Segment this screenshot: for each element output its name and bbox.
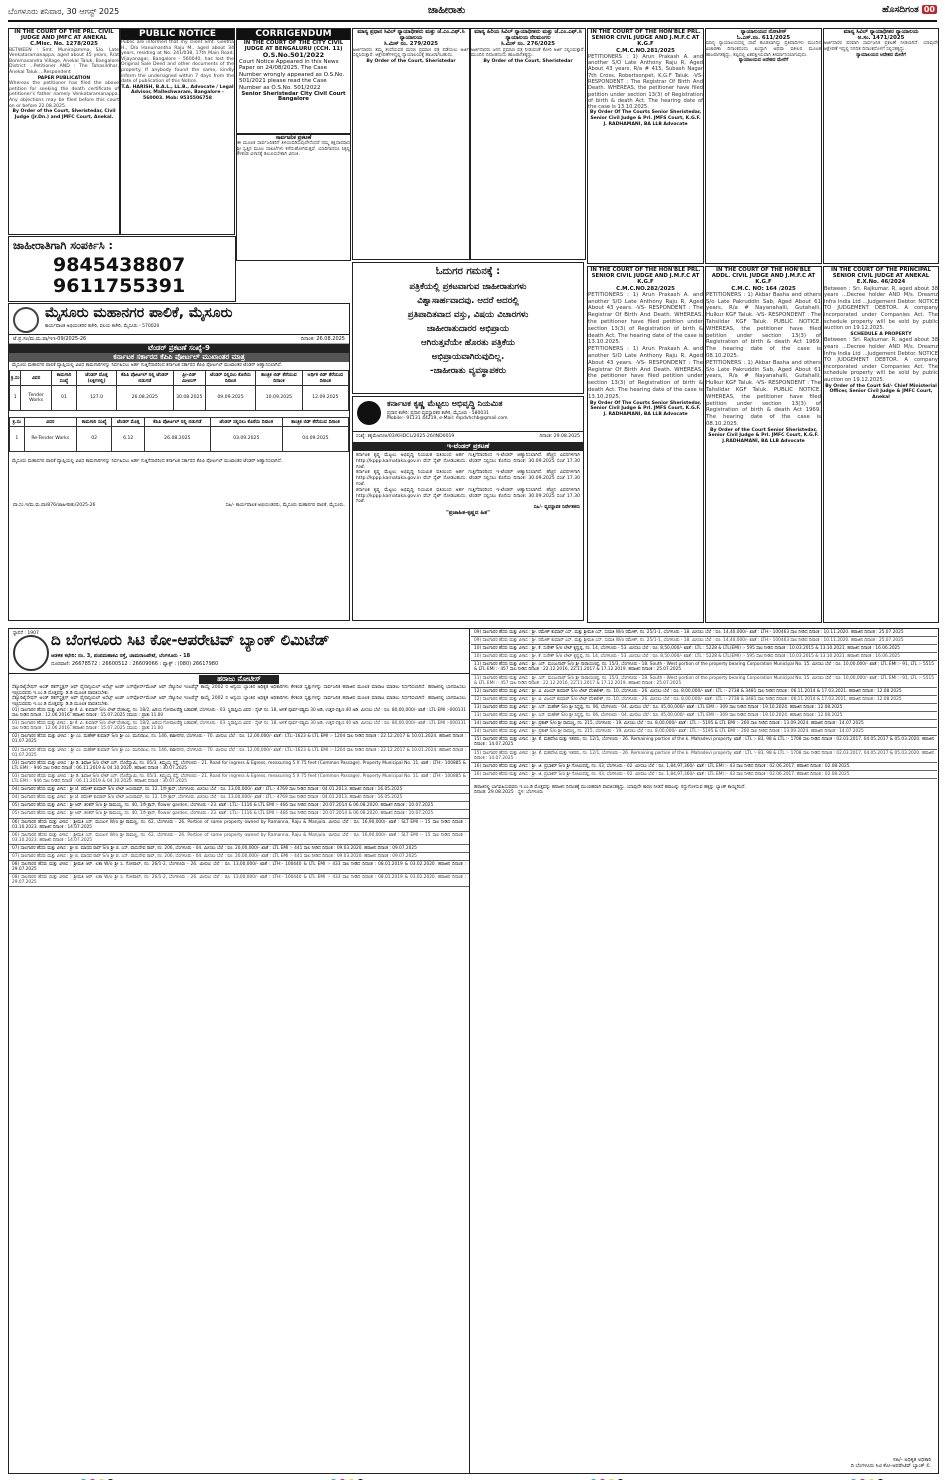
header-paper: [882, 5, 937, 15]
bank-left-column: [9, 629, 470, 1473]
auction-entry-detail: 07) ಸಾಲಗಾರರ ಹೆಸರು ಮತ್ತು ವಿಳಾಸ : ಶ್ರೀ ಬಿ. ಮಾಧವ ರಾವ್ S/o ಶ್ರೀ ಬಿ. ಎಸ್. ವಾಸುದೇವ ರಾವ್, ನಂ. 206, ಬೆಂಗಳೂರು - 04. ಮೀಸಲು ಬೆಲೆ : ರೂ. 20,00,000/- ಖಾತೆ : LTL EMI :- 441 ಸಾಲ ನೀಡಿದ ದಿನಾಂಕ : 09.03.2020. ಹರಾಜಿನ ದಿನಾಂಕ : 09.07.2025: [9, 853, 469, 861]
table-cell: 6.12: [112, 426, 145, 451]
table-header-cell: ವಿವರ: [21, 370, 51, 385]
bank-intro: ಸೆಕ್ಯೂರಿಟೈಸೇಷನ್ ಅಂಡ್ ರಿಕನ್‌ಸ್ಟ್ರಕ್ಷನ್ ಆಫ್ ಫೈನಾನ್ಸಿಯಲ್ ಅಸೆಟ್ಸ್ ಅಂಡ್ ಎನ್‌ಫೋರ್ಸ್‌ಮೆಂಟ್ ಆಫ್ ಸೆಕ್ಯೂರಿಟಿ ಇಂಟರೆಸ್ಟ್ ಕಾಯ್ದೆ 2002 ರ ಅನ್ವಯ ಬ್ಯಾಂಕಿನ ಅಧಿಕೃತ ಅಧಿಕಾರಿಗಳು ಕೆಳಕಂಡ ಸ್ವತ್ತುಗಳನ್ನು ಸಾರ್ವಜನಿಕ ಹರಾಜಿನ ಮೂಲಕ ಮಾರಾಟ ಮಾಡಲು ನಿರ್ಧರಿಸಲಾಗಿದೆ. ಹರಾಜಿನಲ್ಲಿ ಭಾಗವಹಿಸಲು ಇಚ್ಛಿಸುವವರು ಇ.ಎಂ.ಡಿ ಮೊತ್ತವನ್ನು ಡಿ.ಡಿ ಮೂಲಕ ಪಾವತಿಸಬೇಕು.: [12, 685, 466, 696]
mysuru-table-1: [9, 370, 349, 411]
ad-title: PUBLIC NOTICE: [121, 29, 234, 40]
contact-phone-1: 9845438807: [53, 254, 186, 276]
auction-entry: 13) ಸಾಲಗಾರರ ಹೆಸರು ಮತ್ತು ವಿಳಾಸ : ಶ್ರೀ. ಎಸ್. ಮಹೇಶ್ S/o ಶ್ರೀ ಸಿದ್ದಪ್ಪ, ನಂ. 06, ಬೆಂಗಳೂರು - 04. ಮೀಸಲು ಬೆಲೆ : ರೂ. 45,00,000/- ಖಾತೆ : LTL EMI :- 309 ಸಾಲ ನೀಡಿದ ದಿನಾಂಕ : 19.10.2024. ಹರಾಜಿನ ದಿನಾಂಕ : 12.08.2025: [471, 704, 937, 712]
ad-title: IN THE COURT OF THE HON'BLE PRL. SENIOR CIVIL JUDGE AND J.M.F.C AT K.G.F: [590, 267, 701, 286]
bank-emblem-icon: [13, 635, 49, 671]
header-date: ಬೆಂಗಳೂರು ಶನಿವಾರ, 30 ಆಗಸ್ಟ್ 2025: [8, 7, 120, 16]
ad-title: IN THE COURT OF THE PRINCIPAL SENIOR CIVIL JUDGE AT ANEKAL: [830, 267, 932, 280]
table-cell: 02: [76, 426, 112, 451]
auction-entry: 12) ಸಾಲಗಾರರ ಹೆಸರು ಮತ್ತು ವಿಳಾಸ : ಶ್ರೀ. ವಿ. ವಿಜಯ್ ಕುಮಾರ್ S/o ಲೇಟ್ ವೆಂಕಟೇಶ್, ನಂ. 10, ಬೆಂಗಳೂರು - 26. ಮೀಸಲು ಬೆಲೆ : ರೂ. 8,00,000/- ಖಾತೆ : LTL :- 2738 & 3481 ಸಾಲ ನೀಡಿದ ದಿನಾಂಕ : 06.11.2014 & 17.03.2021. ಹರಾಜಿನ ದಿನಾಂಕ : 12.08.2025: [471, 688, 937, 696]
table-header-cell: ಟೆಂಡರ್ ಸಲ್ಲಿಸಲು ಕೊನೆಯ ದಿನಾಂಕ: [210, 417, 282, 426]
kgf-court-notice-164: [705, 266, 822, 623]
table-cell: 12.09.2025: [302, 385, 348, 410]
bank-phone: ದೂರವಾಣಿ: 26678572 : 26600512 : 26609066 : ಫ್ಯಾಕ್ಸ್ : (080) 26617980: [51, 661, 219, 667]
krishna-sign: ಸಹಿ/- ವ್ಯವಸ್ಥಾಪಕ ನಿರ್ದೇಶಕರು: [533, 505, 580, 511]
table-cell: 30.08.2025: [173, 385, 205, 410]
auction-entry-detail: 15) ಸಾಲಗಾರರ ಹೆಸರು ಮತ್ತು ವಿಳಾಸ : ಶ್ರೀ. ಕೆ. ಮಹದೇವಿ ಮತ್ತು ಇತರರು, ನಂ. 12/1, ಬೆಂಗಳೂರು - 26. Remaining portion of the k. Mahadevi property. ಖಾತೆ : LTL :- 83, 98 & LTL :- 1708 ಸಾಲ ನೀಡಿದ ದಿನಾಂಕ : 02.03.2017, 04.05.2017 & 05.03.2020. ಹರಾಜಿನ ದಿನಾಂಕ : 14.07.2025: [471, 750, 937, 763]
table-cell: Tender Works: [21, 385, 51, 410]
ad-title: ಮಾನ್ಯ ಪ್ರಧಾನ ಸಿವಿಲ್ ನ್ಯಾಯಾಧೀಶರು ಮತ್ತು ಜೆ.ಎಂ.ಎಫ್.ಸಿ ನ್ಯಾಯಾಲಯ: [357, 29, 465, 42]
bank-sign: ಸಹಿ/- ಅಧಿಕೃತ ಅಧಿಕಾರಿ: [893, 1457, 931, 1463]
readers-line: ವಿಶ್ವಾಸಾರ್ಹವಾದವು. ಆದರೆ ಅದರಲ್ಲಿ: [417, 296, 519, 306]
ad-title: IN THE COURT OF THE HON'BLE ADDL. CIVIL JUDGE AND J.M.F.C AT K.G.F: [711, 267, 816, 286]
auction-entry: 06) ಸಾಲಗಾರರ ಹೆಸರು ಮತ್ತು ವಿಳಾಸ : ಶ್ರೀಮತಿ ಎಸ್. ಮಂಜುಳ W/o ಶ್ರೀ ರಾಮಣ್ಣ, ನಂ. 62, ಬೆಂಗಳೂರು - 26. Portion of same property owned by Ramanna, Raju & Manjula. ಮೀಸಲು ಬೆಲೆ : ರೂ. 16,90,000/- ಖಾತೆ : SLT EMI :- 15 ಸಾಲ ನೀಡಿದ ದಿನಾಂಕ : 03.10.2023. ಹರಾಜಿನ ದಿನಾಂಕ : 14.07.2025: [9, 819, 469, 832]
mysuru-foot-left: ವಾ.ಸಂ.ಇ/ಮ.ಮ.ಪಾ/876/ಜಾಹೀರಾತು/2025-26: [13, 502, 96, 508]
ad-text: ಈ ಮೂಲಕ ಸಾರ್ವಜನಿಕರಿಗೆ ತಿಳಿಯಪಡಿಸುವುದೇನೆಂದರೆ ನಮ್ಮ ಕಕ್ಷಿದಾರರಾದ ಶ್ರೀ ಸ್ವತ್ತಿನ ಮೂಲ ದಾಖಲೆಗಳು ಕಳೆದುಹೋಗಿರುತ್ತವೆ. ಯಾರಿಗಾದರೂ ಸಿಕ್ಕಲ್ಲಿ ಕೆಳಕಂಡ ವಿಳಾಸಕ್ಕೆ ತಲುಪಿಸಬೇಕಾಗಿ ವಿನಂತಿ.: [237, 141, 350, 158]
ad-title: ಸಾರ್ವಜನಿಕ ಪ್ರಕಟಣೆ: [275, 135, 312, 141]
auction-entry-detail: 11) ಸಾಲಗಾರರ ಹೆಸರು ಮತ್ತು ವಿಳಾಸ : ಶ್ರೀ. ಎನ್. ಮಂಜುನಾಥ್ S/o ಶ್ರೀ ನಾರಾಯಣಪ್ಪ, ನಂ. 15/3, ಬೆಂಗಳೂರು - 18. South - West portion of the property bearing Corporation Municipal No. 15. ಮೀಸಲು ಬೆಲೆ : ರೂ. 10,00,000/- ಖಾತೆ : LTL EMI :- 91, LTL :- 5515 & LTL EMI :- 457 ಸಾಲ ನೀಡಿದ ದಿನಾಂಕ : 22.12.2016, 22.11.2017 & 17.12.2019. ಹರಾಜಿನ ದಿನಾಂಕ : 25.07.2025: [471, 675, 937, 688]
kannada-os-notice: [705, 28, 822, 264]
auction-entry: 05) ಸಾಲಗಾರರ ಹೆಸರು ಮತ್ತು ವಿಳಾಸ : ಶ್ರೀ ಆರ್. ಶಂಕರ್ S/o ಶ್ರೀ ರಾಮಯ್ಯ, ನಂ. 40, 1ನೇ ಕ್ರಾಸ್, flower garden, ಬೆಂಗಳೂರು - 23. ಖಾತೆ : LTL:- 1116 & LTL EMI :- 466 ಸಾಲ ನೀಡಿದ ದಿನಾಂಕ : 20.07.2014 & 06.08.2020. ಹರಾಜಿನ ದಿನಾಂಕ : 10.07.2025: [9, 802, 469, 810]
kannada-public-notice: [236, 134, 351, 261]
table-cell: 09.09.2025: [205, 385, 255, 410]
table-header-cell: ತಾಂತ್ರಿಕ ಬಿಡ್ ತೆರೆಯುವ ದಿನಾಂಕ: [256, 370, 303, 385]
auction-entry: 07) ಸಾಲಗಾರರ ಹೆಸರು ಮತ್ತು ವಿಳಾಸ : ಶ್ರೀ ಬಿ. ಮಾಧವ ರಾವ್ S/o ಶ್ರೀ ಬಿ. ಎಸ್. ವಾಸುದೇವ ರಾವ್, ನಂ. 206, ಬೆಂಗಳೂರು - 04. ಮೀಸಲು ಬೆಲೆ : ರೂ. 20,00,000/- ಖಾತೆ : LTL EMI :- 441 ಸಾಲ ನೀಡಿದ ದಿನಾಂಕ : 09.03.2020. ಹರಾಜಿನ ದಿನಾಂಕ : 09.07.2025: [9, 845, 469, 853]
header-section: ಜಾಹೀರಾತು: [428, 5, 466, 16]
readers-head: ಓದುಗರ ಗಮನಕ್ಕೆ :: [435, 266, 501, 277]
kannada-civil-notice: [823, 28, 939, 264]
print-registration-marks: [330, 1471, 370, 1479]
ad-sign: T.A. HARISH, B.A.L., LL.B., Advocate / Legal Advisor, Malleshwaram, Bangalore - 560003. Mob: 9535506758: [121, 84, 234, 101]
mysuru-foot-right: ಸಹಿ/- ಕಾರ್ಯಪಾಲಕ ಅಭಿಯಂತರರು, ಮೈಸೂರು ಮಹಾನಗರ ಪಾಲಿಕೆ, ಮೈಸೂರು.: [225, 502, 345, 508]
ad-text: ಅರ್ಜಿದಾರರ ಪರವಾಗಿ ಸಾರ್ವಜನಿಕ ಪ್ರಕಟಣೆ ನೀಡಲಾಗಿದೆ. ಯಾವುದೇ ಆಕ್ಷೇಪಣೆ ಇದ್ದಲ್ಲಿ ನಿಗದಿತ ದಿನಾಂಕದೊಳಗೆ ಸಲ್ಲಿಸತಕ್ಕದ್ದು.: [824, 41, 938, 52]
ad-text-2: PETITIONERS : 1) Arun Prakash A. and another S/O Late Anthony Raju R, Aged About 43 years. -VS- RESPONDENT : The Registrar Of Birth And Death. WHEREAS, the petitioner have filed petition under section 13(3) of Registration of birth & death Act. The hearing date of the case is 13.10.2025.: [588, 346, 703, 400]
kannada-court-notice-1: [352, 28, 470, 260]
table-cell: 1: [10, 426, 25, 451]
table-row: [10, 385, 349, 410]
table-cell: 1: [10, 385, 21, 410]
table-cell: 01: [51, 385, 76, 410]
table-cell: 03.09.2025: [210, 426, 282, 451]
krishna-para: ಕರ್ನಾಟಕ ಕೃಷ್ಣ ಮೆಟ್ಟಲು ಅಭಿವೃದ್ಧಿ ನಿಯಮಿತ ವತಿಯಿಂದ ಅರ್ಹ ಗುತ್ತಿಗೆದಾರರಿಂದ ಇ-ಟೆಂಡರ್ ಆಹ್ವಾನಿಸಲಾಗಿದೆ. ಹೆಚ್ಚಿನ ವಿವರಗಳಿಗಾಗಿ http://kppp.karnataka.gov.in ವೆಬ್ ಸೈಟ್ ನೋಡಬಹುದು. ಟೆಂಡರ್ ಸಲ್ಲಿಸಲು ಕೊನೆಯ ದಿನಾಂಕ: 30.09.2025 ಸಂಜೆ 17.30 ಗಂಟೆ.: [356, 453, 580, 470]
ad-text: PETITIONERS : 1) Akbar Basha and others S/o Late Pakruddin Sab, Aged About 61 years, R/a # Nayanahalli, Gutahalli, Hulkur KGF Taluk. -VS- RESPONDENT : The Tahsildar KGF Taluk. PUBLIC NOTICE. WHEREAS, the petitioner have filed petition under section 13(3) of Registration of birth & death Act 1969. The hearing date of the case is 08.10.2025.: [706, 291, 821, 359]
ad-case: ಸಿ.ಮಿಸ್ ನಂ. 279/2025: [383, 41, 439, 48]
ad-sign: By Order Of The Courts Senior Sheristedar, Senior Civil Judge & Prl. JMFS Court, K.G.F. J. RADHAMANI, BA LLB Advocate: [589, 110, 702, 127]
ad-sub: SCHEDULE A PROPERTY: [850, 331, 912, 337]
ad-sub: IN THE COURT OF THE CITY CIVIL JUDGE AT BENGALURU (CCH. 11): [243, 40, 344, 53]
auction-entry: 14) ಸಾಲಗಾರರ ಹೆಸರು ಮತ್ತು ವಿಳಾಸ : ಶ್ರೀ. ಪ್ರಕಾಶ್ S/o ಶ್ರೀ ರಾಮಣ್ಣ, ನಂ. 215, ಬೆಂಗಳೂರು - 19. ಮೀಸಲು ಬೆಲೆ : ರೂ. 8,00,000/- ಖಾತೆ : LTL :- 5195 & LTL EMI :- 260 ಸಾಲ ನೀಡಿದ ದಿನಾಂಕ : 13.09.2024. ಹರಾಜಿನ ದಿನಾಂಕ : 14.07.2025: [471, 720, 937, 728]
table-header-cell: ಕಾಮಗಾರಿ ಸಂಖ್ಯೆ: [51, 370, 76, 385]
mysuru-para: ಮೈಸೂರು ಮಹಾನಗರ ಪಾಲಿಕೆ ವ್ಯಾಪ್ತಿಯಲ್ಲಿ ವಿವಿಧ ಕಾಮಗಾರಿಗಳನ್ನು ನಿರ್ವಹಿಸಲು ಅರ್ಹ ಗುತ್ತಿಗೆದಾರರಿಂದ ಕರ್ನಾಟಕ ಸರ್ಕಾರದ ಕೆಪಿಪಿ ಪೋರ್ಟಲ್ ಮುಖಾಂತರ ಟೆಂಡರ್ ಆಹ್ವಾನಿಸಲಾಗಿದೆ.: [12, 363, 283, 368]
ad-sign: By Order of the Court, Sheristedar, Civil Judge (Jr.Dn.) and JMFC Court, Anekal.: [12, 109, 116, 120]
ad-title: ಮಾನ್ಯ ಹಿರಿಯ ಸಿವಿಲ್ ನ್ಯಾಯಾಧೀಶರು ಮತ್ತು ಜೆ.ಎಂ.ಎಫ್.ಸಿ ನ್ಯಾಯಾಲಯ ನೆಲಮಂಗಲ: [474, 29, 582, 42]
contact-phone-2: 9611755391: [53, 275, 186, 297]
auction-entry-detail: 12) ಸಾಲಗಾರರ ಹೆಸರು ಮತ್ತು ವಿಳಾಸ : ಶ್ರೀ. ವಿ. ವಿಜಯ್ ಕುಮಾರ್ S/o ಲೇಟ್ ವೆಂಕಟೇಶ್, ನಂ. 10, ಬೆಂಗಳೂರು - 26. ಮೀಸಲು ಬೆಲೆ : ರೂ. 8,00,000/- ಖಾತೆ : LTL :- 2738 & 3481 ಸಾಲ ನೀಡಿದ ದಿನಾಂಕ : 06.11.2014 & 17.03.2021. ಹರಾಜಿನ ದಿನಾಂಕ : 12.08.2025: [471, 696, 937, 704]
mysuru-tender-notice: [8, 303, 350, 621]
auction-entry: 03) ಸಾಲಗಾರರ ಹೆಸರು ಮತ್ತು ವಿಳಾಸ : ಶ್ರೀ ಡಿ. ಶಿವಾಜಿ S/o ಲೇಟ್ ಎನ್. ದೊರೆಸ್ವಾಮಿ, ನಂ. 05/3, ತಿಮ್ಮಯ್ಯ ರಸ್ತೆ, ಬೆಂಗಳೂರು - 21. Road for ingress & Egress, measuring 5 X 75 feet (Common Passage). Property Municipal No. 11. ಖಾತೆ : LTH:- 100885 & LTL EMI :- 946 ಸಾಲ ನೀಡಿದ ದಿನಾಂಕ : 06.11.2019 & 04.10.2020. ಹರಾಜಿನ ದಿನಾಂಕ : 30.07.2025: [9, 760, 469, 773]
ad-case: C.M.C. NO: 164 /2025: [731, 285, 796, 292]
print-registration-marks: [80, 1471, 120, 1479]
readers-line: ಪ್ರತಿಪಾದಿತವಾದ ವಸ್ತು, ವಿಷಯ ವಿಚಾರಗಳು: [407, 310, 529, 320]
anekal-execution-notice: [823, 266, 939, 623]
ad-text: Court Notice Appeared in this News Paper on 24/08/2025. The Case Number wrongly appeared as O.S.No. 501/2021 please read the Case Number as O.S.No. 501/2022: [239, 58, 345, 91]
table-header-cell: ಕೆಪಿಪಿ ಪೋರ್ಟಲ್ ನಲ್ಲಿ ಬಿಡುಗಡೆ: [145, 417, 211, 426]
bank-address: ಆಡಳಿತ ಕಛೇರಿ: ನಂ. 3, ಪಂಪಮಹಾಕವಿ ರಸ್ತೆ, ಚಾಮರಾಜಪೇಟೆ, ಬೆಂಗಳೂರು - 18: [51, 653, 191, 659]
print-registration-marks: [590, 1471, 630, 1479]
ad-text-2: PETITIONERS : 1) Akbar Basha and others S/o Late Pakruddin Sab, Aged About 61 years, R/a # Nayanahalli, Gutahalli, Hulkur KGF Taluk. -VS- RESPONDENT : The Tahsildar KGF Taluk. PUBLIC NOTICE. WHEREAS, the petitioner have filed petition under section 13(3) of Registration of birth & death Act 1969. The hearing date of the case is 08.10.2025.: [706, 359, 821, 427]
ad-text-2: Between : Sri. Rajkumar. R, aged about 38 years ...Decree holder AND M/s. Dreamz Infra India Ltd ...Judgement Debtor. NOTICE TO JUDGEMENT DEBTOR. A company incorporated under Companies Act. The schedule property will be sold by public auction on 19.12.2025.: [824, 337, 938, 383]
ad-case: ಅ.ಸಂ. 1471/2025: [857, 35, 905, 42]
page-header: [8, 4, 937, 22]
auction-entry: 09) ಸಾಲಗಾರರ ಹೆಸರು ಮತ್ತು ವಿಳಾಸ : ಶ್ರೀ. ರಮೇಶ್ ಕುಮಾರ್ ಎಸ್. ಮತ್ತು ಶ್ರೀಮತಿ ಎಸ್. ಸುಮತಿ W/o ರಮೇಶ್, ನಂ. 25/1-1, ಬೆಂಗಳೂರು - 18. ಮೀಸಲು ಬೆಲೆ : ರೂ. 14,40,000/- ಖಾತೆ : LTH:- 100463 ಸಾಲ ನೀಡಿದ ದಿನಾಂಕ : 10.11.2020. ಹರಾಜಿನ ದಿನಾಂಕ : 25.07.2025: [471, 629, 937, 637]
auction-entry-detail: 13) ಸಾಲಗಾರರ ಹೆಸರು ಮತ್ತು ವಿಳಾಸ : ಶ್ರೀ. ಎಸ್. ಮಹೇಶ್ S/o ಶ್ರೀ ಸಿದ್ದಪ್ಪ, ನಂ. 06, ಬೆಂಗಳೂರು - 04. ಮೀಸಲು ಬೆಲೆ : ರೂ. 45,00,000/- ಖಾತೆ : LTL EMI :- 309 ಸಾಲ ನೀಡಿದ ದಿನಾಂಕ : 19.10.2024. ಹರಾಜಿನ ದಿನಾಂಕ : 12.08.2025: [471, 712, 937, 720]
auction-entry-detail: 14) ಸಾಲಗಾರರ ಹೆಸರು ಮತ್ತು ವಿಳಾಸ : ಶ್ರೀ. ಪ್ರಕಾಶ್ S/o ಶ್ರೀ ರಾಮಣ್ಣ, ನಂ. 215, ಬೆಂಗಳೂರು - 19. ಮೀಸಲು ಬೆಲೆ : ರೂ. 8,00,000/- ಖಾತೆ : LTL :- 5195 & LTL EMI :- 260 ಸಾಲ ನೀಡಿದ ದಿನಾಂಕ : 13.09.2024. ಹರಾಜಿನ ದಿನಾಂಕ : 14.07.2025: [471, 728, 937, 736]
krishna-para-3: ಕರ್ನಾಟಕ ಕೃಷ್ಣ ಮೆಟ್ಟಲು ಅಭಿವೃದ್ಧಿ ನಿಯಮಿತ ವತಿಯಿಂದ ಅರ್ಹ ಗುತ್ತಿಗೆದಾರರಿಂದ ಇ-ಟೆಂಡರ್ ಆಹ್ವಾನಿಸಲಾಗಿದೆ. ಹೆಚ್ಚಿನ ವಿವರಗಳಿಗಾಗಿ http://kppp.karnataka.gov.in ವೆಬ್ ಸೈಟ್ ನೋಡಬಹುದು. ಟೆಂಡರ್ ಸಲ್ಲಿಸಲು ಕೊನೆಯ ದಿನಾಂಕ: 30.09.2025 ಸಂಜೆ 17.30 ಗಂಟೆ.: [356, 487, 580, 505]
ad-text: ಅರ್ಜಿದಾರರು ಜನನ ಪ್ರಮಾಣ ಪತ್ರ ನೀಡುವಂತೆ ಕೋರಿ ಅರ್ಜಿ ಸಲ್ಲಿಸಿರುತ್ತಾರೆ. ಮುಂದಿನ ದಿನಾಂಕದಂದು ಹಾಜರಾಗತಕ್ಕದ್ದು.: [471, 47, 585, 59]
ad-title: IN THE COURT OF THE HON'BLE PRL. SENIOR CIVIL JUDGE AND J.M.F.C AT K.G.F: [590, 29, 701, 48]
ad-sign: By Order of the Court Senior Sheristedar, Senior Civil Judge & Prl. JMFC Court, K.G.F. J.RADHAMANI, BA LLB Advocate: [708, 427, 819, 444]
bank-band: ಹರಾಜು ನೋಟೀಸ್: [199, 675, 279, 684]
table-header-cell: ಕಾಮಗಾರಿ ಸಂಖ್ಯೆ: [76, 417, 112, 426]
contact-title: ಜಾಹೀರಾತಿಗಾಗಿ ಸಂಪರ್ಕಿಸಿ :: [13, 239, 113, 252]
table-header-cell: ಟೆಂಡರ್ ಸಲ್ಲಿಸಲು ಕೊನೆಯ ದಿನಾಂಕ: [205, 370, 255, 385]
table-cell: Re-Tender Works: [24, 426, 76, 451]
auction-entry-detail: 01) ಸಾಲಗಾರರ ಹೆಸರು ಮತ್ತು ವಿಳಾಸ : ಶ್ರೀ ಕೆ. ವಿ. ಕುಮಾರ್ S/o ಲೇಟ್ ವೆಂಕಟಪ್ಪ, ನಂ. 18/2, ಹಿರಿಯ ಗೋಪಾಲರೆಡ್ಡಿ ಬಡಾವಣೆ, ಬೆಂಗಳೂರು - 03. ಸ್ಥಿರಾಸ್ತಿಯ ವಿವರ : ಸೈಟ್ ನಂ. 18, ಅಳತೆ ಪೂರ್ವ-ಪಶ್ಚಿಮ 30 ಅಡಿ, ಉತ್ತರ-ದಕ್ಷಿಣ 40 ಅಡಿ. ಮೀಸಲು ಬೆಲೆ : ರೂ. 80,00,000/- ಖಾತೆ : LTL EMI :-000131 ಸಾಲ ನೀಡಿದ ದಿನಾಂಕ : 12.06.2016. ಹರಾಜಿನ ದಿನಾಂಕ : 15.07.2025 ಸಮಯ : ಪ್ರಾತಃ 11.00: [9, 720, 469, 733]
auction-entry: 10) ಸಾಲಗಾರರ ಹೆಸರು ಮತ್ತು ವಿಳಾಸ : ಶ್ರೀ. ಕೆ. ಸುರೇಶ್ S/o ಲೇಟ್ ಕೃಷ್ಣಪ್ಪ, ನಂ. 14, ಬೆಂಗಳೂರು - 53. ಮೀಸಲು ಬೆಲೆ : ರೂ. 8,50,000/- ಖಾತೆ : LTL : 5228 & LTL(EMI) :- 595 ಸಾಲ ನೀಡಿದ ದಿನಾಂಕ : 10.03.2015 & 13.10.2021. ಹರಾಜಿನ ದಿನಾಂಕ : 16.06.2025: [471, 645, 937, 653]
auction-entry: 01) ಸಾಲಗಾರರ ಹೆಸರು ಮತ್ತು ವಿಳಾಸ : ಶ್ರೀ ಕೆ. ವಿ. ಕುಮಾರ್ S/o ಲೇಟ್ ವೆಂಕಟಪ್ಪ, ನಂ. 18/2, ಹಿರಿಯ ಗೋಪಾಲರೆಡ್ಡಿ ಬಡಾವಣೆ, ಬೆಂಗಳೂರು - 03. ಸ್ಥಿರಾಸ್ತಿಯ ವಿವರ : ಸೈಟ್ ನಂ. 18, ಅಳತೆ ಪೂರ್ವ-ಪಶ್ಚಿಮ 30 ಅಡಿ, ಉತ್ತರ-ದಕ್ಷಿಣ 40 ಅಡಿ. ಮೀಸಲು ಬೆಲೆ : ರೂ. 80,00,000/- ಖಾತೆ : LTL EMI :-000131 ಸಾಲ ನೀಡಿದ ದಿನಾಂಕ : 12.06.2016. ಹರಾಜಿನ ದಿನಾಂಕ : 15.07.2025 ಸಮಯ : ಪ್ರಾತಃ 11.00: [9, 707, 469, 720]
mysuru-ref-row: [9, 335, 349, 344]
table-cell: 26.08.2025: [145, 426, 211, 451]
auction-entry-detail: 08) ಸಾಲಗಾರರ ಹೆಸರು ಮತ್ತು ವಿಳಾಸ : ಶ್ರೀಮತಿ ಆರ್. ಲತಾ W/o ಶ್ರೀ ಸಿ. ಗೋಪಾಲ್, ನಂ. 26/1-2, ಬೆಂಗಳೂರು - 26. ಮೀಸಲು ಬೆಲೆ : ರೂ. 13,00,000/- ಖಾತೆ : LTH:- 100440 & LTL EMI :- 433 ಸಾಲ ನೀಡಿದ ದಿನಾಂಕ : 08.01.2019 & 03.02.2020. ಹರಾಜಿನ ದಿನಾಂಕ : 29.07.2025: [9, 874, 469, 887]
table-cell: 10.09.2025: [256, 385, 303, 410]
ad-case: ಓ.ಎಸ್.ನಂ. 611/2025: [736, 35, 791, 42]
ad-text: PETITIONERS : 1) Arun Prakash A. and another S/O Late Anthony Raju R, Aged About 43 years, R/a # 415, Subash Nagar 7th Cross, Robertsonpet, K.G.F Taluk. -VS- RESPONDENT : The Registrar Of Birth And Death. WHEREAS, the petitioner have filed petition under section 13(3) of Registration of birth & death Act. The hearing date of the case is 13.10.2025.: [588, 53, 703, 111]
krishna-sub: ಪ್ರಧಾನ ಕಚೇರಿ: ಪ್ರಧಾನ ವ್ಯವಸ್ಥಾಪಕರ ಕಚೇರಿ, ಮೈಸೂರು - 580031: [387, 411, 489, 416]
readers-attention-box: [352, 262, 584, 394]
bank-sign-2: ದಿ ಬೆಂಗಳೂರು ಸಿಟಿ ಕೋ-ಆಪರೇಟಿವ್ ಬ್ಯಾಂಕ್ ಲಿ.: [850, 1463, 931, 1469]
ad-case: O.S.No.501/2022: [262, 51, 325, 60]
ad-case: C.M.C.NO.281/2025: [616, 47, 675, 54]
auction-entry: 04) ಸಾಲಗಾರರ ಹೆಸರು ಮತ್ತು ವಿಳಾಸ : ಶ್ರೀ ಜೆ. ರಮೇಶ್ ಕುಮಾರ್ S/o ಲೇಟ್ ಜಯರಾಮ್, ನಂ. 12, 1ನೇ ಕ್ರಾಸ್, ಬೆಂಗಳೂರು. ಮೀಸಲು ಬೆಲೆ : ರೂ. 13,00,000/- ಖಾತೆ : LTL:- 4769 ಸಾಲ ನೀಡಿದ ದಿನಾಂಕ : 04.01.2013. ಹರಾಜಿನ ದಿನಾಂಕ : 16.05.2025: [9, 786, 469, 794]
krishna-logo-icon: [357, 401, 381, 425]
bank-right-column: [471, 629, 937, 1473]
ad-title: ಮಾನ್ಯ ಸಿವಿಲ್ ನ್ಯಾಯಾಧೀಶರ ನ್ಯಾಯಾಲಯ: [843, 29, 919, 35]
mysuru-ref: ಟೆ.ಪ್ರ.ಸಂ/ಮ.ಮ.ಪಾ/ಇಇ-09/2025-26: [13, 336, 87, 342]
ad-sign: ನ್ಯಾಯಾಲಯದ ಆದೇಶದ ಮೇರೆಗೆ: [856, 52, 906, 58]
krishna-band: ಇ-ಟೆಂಡರ್ ಪ್ರಕಟಣೆ: [353, 442, 583, 451]
auction-entry: 02) ಸಾಲಗಾರರ ಹೆಸರು ಮತ್ತು ವಿಳಾಸ : ಶ್ರೀ ಎಂ. ಮಹೇಶ್ ಕುಮಾರ್ S/o ಶ್ರೀ ಎಂ. ಮುನಿರಾಜು, ನಂ. 146, ಕಾಶೀನಗರ, ಬೆಂಗಳೂರು - 70. ಮೀಸಲು ಬೆಲೆ : ರೂ. 12,00,000/- ಖಾತೆ : LTL:-1623 & LTL EMI :- 1204 ಸಾಲ ನೀಡಿದ ದಿನಾಂಕ : 22.12.2017 & 10.01.2024. ಹರಾಜಿನ ದಿನಾಂಕ : 01.07.2025: [9, 733, 469, 746]
ad-title: CORRIGENDUM: [237, 29, 350, 40]
readers-line: ಪತ್ರಿಕೆಯಲ್ಲಿ ಪ್ರಕಟವಾಗುವ ಜಾಹೀರಾತುಗಳು: [409, 282, 527, 292]
auction-entry-detail: 02) ಸಾಲಗಾರರ ಹೆಸರು ಮತ್ತು ವಿಳಾಸ : ಶ್ರೀ ಎಂ. ಮಹೇಶ್ ಕುಮಾರ್ S/o ಶ್ರೀ ಎಂ. ಮುನಿರಾಜು, ನಂ. 146, ಕಾಶೀನಗರ, ಬೆಂಗಳೂರು - 70. ಮೀಸಲು ಬೆಲೆ : ರೂ. 12,00,000/- ಖಾತೆ : LTL:-1623 & LTL EMI :- 1204 ಸಾಲ ನೀಡಿದ ದಿನಾಂಕ : 22.12.2017 & 10.01.2024. ಹರಾಜಿನ ದಿನಾಂಕ : 01.07.2025: [9, 747, 469, 760]
ad-text: ಅರ್ಜಿದಾರರು ತಮ್ಮ ತಂದೆಯವರ ಮರಣ ಪ್ರಮಾಣ ಪತ್ರ ಪಡೆಯಲು ಅರ್ಜಿ ಸಲ್ಲಿಸಿರುತ್ತಾರೆ. ಆಕ್ಷೇಪಣೆಗಳಿದ್ದಲ್ಲಿ ನ್ಯಾಯಾಲಯಕ್ಕೆ ಹಾಜರಾಗಬಹುದು.: [353, 47, 469, 59]
mysuru-band-1: ಟೆಂಡರ್ ಪ್ರಕಟಣೆ ಸಂಖ್ಯೆ-9: [9, 344, 349, 353]
ad-case: C.Misc. No. 1278/2025: [30, 41, 98, 48]
bank-closing: ಹರಾಜಿನಲ್ಲಿ ಭಾಗವಹಿಸುವವರು ಇ.ಎಂ.ಡಿ ಮೊತ್ತವನ್ನು ಹರಾಜಿನ ದಿನಾಂಕಕ್ಕೆ ಮುಂಚಿತವಾಗಿ ಪಾವತಿಸತಕ್ಕದ್ದು. ಯಾವುದೇ ಕಾರಣ ನೀಡದೆ ಹರಾಜನ್ನು ರದ್ದುಗೊಳಿಸುವ ಹಕ್ಕನ್ನು ಬ್ಯಾಂಕ್ ಕಾಯ್ದಿರಿಸಿದೆ.: [474, 784, 746, 790]
table-header-cell: ಪ್ರೀ-ಬಿಡ್ ಮೀಟಿಂಗ್: [173, 370, 205, 385]
bank-date: ದಿನಾಂಕ: 29.08.2025: [474, 790, 514, 796]
ad-sub: PAPER PUBLICATION: [37, 75, 91, 81]
public-notice-ad: [120, 28, 235, 235]
auction-entry-detail: 06) ಸಾಲಗಾರರ ಹೆಸರು ಮತ್ತು ವಿಳಾಸ : ಶ್ರೀಮತಿ ಎಸ್. ಮಂಜುಳ W/o ಶ್ರೀ ರಾಮಣ್ಣ, ನಂ. 62, ಬೆಂಗಳೂರು - 26. Portion of same property owned by Ramanna, Raju & Manjula. ಮೀಸಲು ಬೆಲೆ : ರೂ. 16,90,000/- ಖಾತೆ : SLT EMI :- 15 ಸಾಲ ನೀಡಿದ ದಿನಾಂಕ : 03.10.2023. ಹರಾಜಿನ ದಿನಾಂಕ : 14.07.2025: [9, 832, 469, 845]
krishna-name: ಕರ್ನಾಟಕ ಕೃಷ್ಣ ಮೆಟ್ಟಲು ಅಭಿವೃದ್ಧಿ ನಿಯಮಿತ: [387, 399, 503, 408]
court-notice-anekal: [8, 28, 120, 235]
table-header-cell: ಕ್ರ.ಸಂ: [10, 417, 25, 426]
table-cell: 127.0: [77, 385, 117, 410]
mysuru-footer: [9, 500, 349, 510]
ad-text: ಮಾನ್ಯ ನ್ಯಾಯಾಲಯದಲ್ಲಿ ದಾವೆ ಹೂಡಲಾಗಿದ್ದು ಪ್ರತಿವಾದಿಗಳು ಮುಂದಿನ ವಿಚಾರಣಾ ದಿನಾಂಕದಂದು ಖುದ್ದಾಗಿ ಅಥವಾ ವಕೀಲರ ಮೂಲಕ ಹಾಜರಾಗತಕ್ಕದ್ದು, ತಪ್ಪಿದಲ್ಲಿ ಏಕಪಕ್ಷೀಯವಾಗಿ ತೀರ್ಮಾನಿಸಲಾಗುವುದು.: [706, 41, 821, 58]
kannada-court-notice-2: [470, 28, 586, 260]
mysuru-para-2: ಮೈಸೂರು ಮಹಾನಗರ ಪಾಲಿಕೆ ವ್ಯಾಪ್ತಿಯಲ್ಲಿ ವಿವಿಧ ಕಾಮಗಾರಿಗಳನ್ನು ನಿರ್ವಹಿಸಲು ಅರ್ಹ ಗುತ್ತಿಗೆದಾರರಿಂದ ಕರ್ನಾಟಕ ಸರ್ಕಾರದ ಕೆಪಿಪಿ ಪೋರ್ಟಲ್ ಮುಖಾಂತರ ಟೆಂಡರ್ ಆಹ್ವಾನಿಸಲಾಗಿದೆ.: [12, 458, 283, 464]
ad-sign: By Order of the Court, Sheristedar: [483, 58, 573, 64]
table-header-cell: ಆರ್ಥಿಕ ಬಿಡ್ ತೆರೆಯುವ ದಿನಾಂಕ: [302, 370, 348, 385]
ad-case: ಸಿ.ಮಿಸ್ ನಂ. 276/2025: [500, 41, 556, 48]
table-header-cell: ವಿವರ: [24, 417, 76, 426]
mysuru-emblem-icon: [13, 307, 39, 333]
auction-entry-detail: 16) ಸಾಲಗಾರರ ಹೆಸರು ಮತ್ತು ವಿಳಾಸ : ಶ್ರೀ. ಜಿ. ಪ್ರಭಾಕರ್ S/o ಶ್ರೀ ಗೋವಿಂದಪ್ಪ, ನಂ. 43, ಬೆಂಗಳೂರು - 02. ಮೀಸಲು ಬೆಲೆ : ರೂ. 1,84,97,360/- ಖಾತೆ : LTL EMI :- 43 ಸಾಲ ನೀಡಿದ ದಿನಾಂಕ : 02.06.2017. ಹರಾಜಿನ ದಿನಾಂಕ : 02.08.2025: [471, 771, 937, 779]
krishna-tender-notice: [352, 396, 584, 621]
bank-header: [9, 629, 469, 674]
ad-sign: By Order of the Court, Sheristedar: [366, 58, 456, 64]
ad-sign: By Order of the Court Sd/- Chief Ministerial Officer, Senior Civil Judge & JMFC Court, Anekal: [825, 383, 937, 400]
krishna-date: ದಿನಾಂಕ: 29.08.2025: [539, 434, 580, 439]
mysuru-date: ದಿನಾಂಕ: 26.08.2025: [300, 336, 345, 342]
paper-name: ಹೊಸದಿಗಂತ: [882, 5, 919, 15]
ad-text: Between : Sri. Rajkumar. R, aged about 38 years ...Decree holder AND M/s. Dreamz Infra India Ltd ...Judgement Debtor. NOTICE TO JUDGEMENT DEBTOR. A company incorporated under Companies Act. The schedule property will be sold by public auction on 19.12.2025.: [824, 285, 938, 332]
mysuru-sub: ಕಾರ್ಯಪಾಲಕ ಅಭಿಯಂತರರ ಕಚೇರಿ, ವಲಯ ಕಚೇರಿ, ಮೈಸೂರು - 570020: [45, 324, 160, 329]
corrigendum-ad: [236, 28, 351, 134]
kgf-court-notice-281: [587, 28, 704, 264]
readers-line: ಆಗಿರುತ್ತವೆಯೇ ಹೊರತು ಪತ್ರಿಕೆಯ: [421, 338, 515, 348]
ad-title: IN THE COURT OF THE PRL. CIVIL JUDGE AND JMFC AT ANEKAL: [14, 29, 114, 42]
ad-text: PETITIONERS : 1) Arun Prakash A. and another S/O Late Anthony Raju R, Aged About 43 years. -VS- RESPONDENT : The Registrar Of Birth And Death. WHEREAS, the petitioner have filed petition under section 13(3) of Registration of birth & death Act. The hearing date of the case is 13.10.2025.: [588, 291, 703, 346]
page-number: 00: [923, 5, 935, 14]
ad-body: BETWEEN : Smt. Munirajamma, S/o. Late Venkataramanappa, aged about 45 years, R/at Bommasandra Village, Anekal Taluk, Bangalore District ...Petitioner AND : The Tahasildhar, Anekal Taluk ...Respondent: [9, 47, 119, 75]
mysuru-band-2: ಕರ್ನಾಟಕ ಸರ್ಕಾರದ ಕೆಪಿಪಿ ಪೋರ್ಟಲ್ ಮುಖಾಂತರ ಮಾತ್ರ: [9, 353, 349, 362]
ad-sign: Senior Sheristedar City Civil Court Bangalore: [241, 90, 346, 103]
auction-entry: 16) ಸಾಲಗಾರರ ಹೆಸರು ಮತ್ತು ವಿಳಾಸ : ಶ್ರೀ. ಜಿ. ಪ್ರಭಾಕರ್ S/o ಶ್ರೀ ಗೋವಿಂದಪ್ಪ, ನಂ. 43, ಬೆಂಗಳೂರು - 02. ಮೀಸಲು ಬೆಲೆ : ರೂ. 1,84,97,360/- ಖಾತೆ : LTL EMI :- 43 ಸಾಲ ನೀಡಿದ ದಿನಾಂಕ : 02.06.2017. ಹರಾಜಿನ ದಿನಾಂಕ : 02.08.2025: [471, 763, 937, 771]
krishna-header: [353, 397, 583, 432]
table-header-cell: ಕೆಪಿಪಿ ಪೋರ್ಟಲ್ ನಲ್ಲಿ ಟೆಂಡರ್ ಬಿಡುಗಡೆ: [116, 370, 173, 385]
bank-intro-2: ಸೆಕ್ಯೂರಿಟೈಸೇಷನ್ ಅಂಡ್ ರಿಕನ್‌ಸ್ಟ್ರಕ್ಷನ್ ಆಫ್ ಫೈನಾನ್ಸಿಯಲ್ ಅಸೆಟ್ಸ್ ಅಂಡ್ ಎನ್‌ಫೋರ್ಸ್‌ಮೆಂಟ್ ಆಫ್ ಸೆಕ್ಯೂರಿಟಿ ಇಂಟರೆಸ್ಟ್ ಕಾಯ್ದೆ 2002 ರ ಅನ್ವಯ ಬ್ಯಾಂಕಿನ ಅಧಿಕೃತ ಅಧಿಕಾರಿಗಳು ಕೆಳಕಂಡ ಸ್ವತ್ತುಗಳನ್ನು ಸಾರ್ವಜನಿಕ ಹರಾಜಿನ ಮೂಲಕ ಮಾರಾಟ ಮಾಡಲು ನಿರ್ಧರಿಸಲಾಗಿದೆ. ಹರಾಜಿನಲ್ಲಿ ಭಾಗವಹಿಸಲು ಇಚ್ಛಿಸುವವರು ಇ.ಎಂ.ಡಿ ಮೊತ್ತವನ್ನು ಡಿ.ಡಿ ಮೂಲಕ ಪಾವತಿಸಬೇಕು.: [12, 696, 466, 707]
print-registration-marks: [850, 1471, 890, 1479]
ad-case: E.X.No. 46/2024: [856, 279, 906, 286]
table-header-cell: ತಾಂತ್ರಿಕ ಬಿಡ್ ತೆರೆಯುವ ದಿನಾಂಕ: [282, 417, 348, 426]
auction-entry-detail: 10) ಸಾಲಗಾರರ ಹೆಸರು ಮತ್ತು ವಿಳಾಸ : ಶ್ರೀ. ಕೆ. ಸುರೇಶ್ S/o ಲೇಟ್ ಕೃಷ್ಣಪ್ಪ, ನಂ. 14, ಬೆಂಗಳೂರು - 53. ಮೀಸಲು ಬೆಲೆ : ರೂ. 8,50,000/- ಖಾತೆ : LTL : 5228 & LTL(EMI) :- 595 ಸಾಲ ನೀಡಿದ ದಿನಾಂಕ : 10.03.2015 & 13.10.2021. ಹರಾಜಿನ ದಿನಾಂಕ : 16.06.2025: [471, 653, 937, 661]
krishna-contact: Mobile:- 91131 44219, e-Mail: mpdvhchb@gmail.com: [387, 416, 508, 422]
table-row: [10, 426, 349, 451]
ad-title: ನ್ಯಾಯಾಲಯದ ನೋಟೀಸ್: [740, 29, 787, 35]
krishna-ref: ಸಂಖ್ಯೆ: ಕಕೃಮೆಅನಿ/ಆ/03/KHDCL/2025-26/IND0019: [356, 434, 455, 439]
bank-est: ಸ್ಥಾಪನೆ : 1907: [13, 631, 39, 636]
auction-entry: 08) ಸಾಲಗಾರರ ಹೆಸರು ಮತ್ತು ವಿಳಾಸ : ಶ್ರೀಮತಿ ಆರ್. ಲತಾ W/o ಶ್ರೀ ಸಿ. ಗೋಪಾಲ್, ನಂ. 26/1-2, ಬೆಂಗಳೂರು - 26. ಮೀಸಲು ಬೆಲೆ : ರೂ. 13,00,000/- ಖಾತೆ : LTH:- 100440 & LTL EMI :- 433 ಸಾಲ ನೀಡಿದ ದಿನಾಂಕ : 08.01.2019 & 03.02.2020. ಹರಾಜಿನ ದಿನಾಂಕ : 29.07.2025: [9, 861, 469, 874]
kgf-court-notice-282: [587, 266, 704, 623]
bank-name: ದಿ ಬೆಂಗಳೂರು ಸಿಟಿ ಕೋ-ಆಪರೇಟಿವ್ ಬ್ಯಾಂಕ್ ಲಿಮಿಟೆಡ್: [51, 631, 330, 649]
readers-line: ಜಾಹೀರಾತುದಾರರ ಅಭಿಪ್ರಾಯ: [426, 324, 510, 334]
readers-line: -ಜಾಹೀರಾತು ವ್ಯವಸ್ಥಾಪಕರು: [430, 366, 506, 376]
auction-entry-detail: 05) ಸಾಲಗಾರರ ಹೆಸರು ಮತ್ತು ವಿಳಾಸ : ಶ್ರೀ ಆರ್. ಶಂಕರ್ S/o ಶ್ರೀ ರಾಮಯ್ಯ, ನಂ. 40, 1ನೇ ಕ್ರಾಸ್, flower garden, ಬೆಂಗಳೂರು - 23. ಖಾತೆ : LTL:- 1116 & LTL EMI :- 466 ಸಾಲ ನೀಡಿದ ದಿನಾಂಕ : 20.07.2014 & 06.08.2020. ಹರಾಜಿನ ದಿನಾಂಕ : 10.07.2025: [9, 810, 469, 818]
bank-place: ಸ್ಥಳ: ಬೆಂಗಳೂರು: [518, 790, 544, 796]
auction-entry-detail: 03) ಸಾಲಗಾರರ ಹೆಸರು ಮತ್ತು ವಿಳಾಸ : ಶ್ರೀ ಡಿ. ಶಿವಾಜಿ S/o ಲೇಟ್ ಎನ್. ದೊರೆಸ್ವಾಮಿ, ನಂ. 05/3, ತಿಮ್ಮಯ್ಯ ರಸ್ತೆ, ಬೆಂಗಳೂರು - 21. Road for ingress & Egress, measuring 5 X 75 feet (Common Passage). Property Municipal No. 11. ಖಾತೆ : LTH:- 100885 & LTL EMI :- 946 ಸಾಲ ನೀಡಿದ ದಿನಾಂಕ : 06.11.2019 & 04.10.2020. ಹರಾಜಿನ ದಿನಾಂಕ : 30.07.2025: [9, 773, 469, 786]
ad-sign: ನ್ಯಾಯಾಲಯದ ಆದೇಶದ ಮೇರೆಗೆ: [738, 58, 789, 64]
ad-text: Public are informed that my client Smt. Geetha H., D/o Hanumantha Raju M., aged about 34 years, residing at No. 241/038, 17th Main Road, Vijayanagar, Bangalore - 560040, has lost the Original Sale Deed and other documents of the property. If anybody found the same, kindly inform the undersigned within 7 days from the date of publication of this Notice.: [121, 40, 234, 85]
mysuru-header: [9, 304, 349, 335]
readers-line: ಅಭಿಪ್ರಾಯವಾಗಿರುವುದಿಲ್ಲ.: [431, 352, 505, 362]
auction-entry-detail: 04) ಸಾಲಗಾರರ ಹೆಸರು ಮತ್ತು ವಿಳಾಸ : ಶ್ರೀ ಜೆ. ರಮೇಶ್ ಕುಮಾರ್ S/o ಲೇಟ್ ಜಯರಾಮ್, ನಂ. 12, 1ನೇ ಕ್ರಾಸ್, ಬೆಂಗಳೂರು. ಮೀಸಲು ಬೆಲೆ : ರೂ. 13,00,000/- ಖಾತೆ : LTL:- 4769 ಸಾಲ ನೀಡಿದ ದಿನಾಂಕ : 04.01.2013. ಹರಾಜಿನ ದಿನಾಂಕ : 16.05.2025: [9, 794, 469, 802]
table-header-cell: ಟೆಂಡರ್ ಮೊತ್ತ (ಲಕ್ಷಗಳಲ್ಲಿ): [77, 370, 117, 385]
mysuru-name: ಮೈಸೂರು ಮಹಾನಗರ ಪಾಲಿಕೆ, ಮೈಸೂರು: [45, 305, 233, 321]
krishna-para-2: ಕರ್ನಾಟಕ ಕೃಷ್ಣ ಮೆಟ್ಟಲು ಅಭಿವೃದ್ಧಿ ನಿಯಮಿತ ವತಿಯಿಂದ ಅರ್ಹ ಗುತ್ತಿಗೆದಾರರಿಂದ ಇ-ಟೆಂಡರ್ ಆಹ್ವಾನಿಸಲಾಗಿದೆ. ಹೆಚ್ಚಿನ ವಿವರಗಳಿಗಾಗಿ http://kppp.karnataka.gov.in ವೆಬ್ ಸೈಟ್ ನೋಡಬಹುದು. ಟೆಂಡರ್ ಸಲ್ಲಿಸಲು ಕೊನೆಯ ದಿನಾಂಕ: 30.09.2025 ಸಂಜೆ 17.30 ಗಂಟೆ.: [356, 470, 580, 487]
krishna-bottom: "ಪ್ರಜಾಹಿತ-ಕೃಷ್ಣದ ಹಿತ": [446, 509, 490, 516]
bank-auction-notice: [8, 628, 939, 1474]
table-header-cell: ಟೆಂಡರ್ ಮೊತ್ತ: [112, 417, 145, 426]
ad-case: C.M.C.NO.282/2025: [616, 285, 675, 292]
auction-entry: 11) ಸಾಲಗಾರರ ಹೆಸರು ಮತ್ತು ವಿಳಾಸ : ಶ್ರೀ. ಎನ್. ಮಂಜುನಾಥ್ S/o ಶ್ರೀ ನಾರಾಯಣಪ್ಪ, ನಂ. 15/3, ಬೆಂಗಳೂರು - 18. South - West portion of the property bearing Corporation Municipal No. 15. ಮೀಸಲು ಬೆಲೆ : ರೂ. 10,00,000/- ಖಾತೆ : LTL EMI :- 91, LTL :- 5515 & LTL EMI :- 457 ಸಾಲ ನೀಡಿದ ದಿನಾಂಕ : 22.12.2016, 22.11.2017 & 17.12.2019. ಹರಾಜಿನ ದಿನಾಂಕ : 25.07.2025: [471, 661, 937, 674]
table-cell: 04.09.2025: [282, 426, 348, 451]
ad-text: Whereas the petitioner has filed the above petition for seeking the death certificate of petitioner's father namely Venkataramanappa. Any objections may be filed before this court on or before 22.08.2025.: [9, 81, 119, 109]
advertise-contact-box: [8, 236, 236, 302]
ad-sign: By Order Of The Courts Senior Sheristedar, Senior Civil Judge & Prl. JMFS Court, K.G.F. J. RADHAMANI, BA LLB Advocate: [589, 400, 702, 417]
auction-entry-detail: 09) ಸಾಲಗಾರರ ಹೆಸರು ಮತ್ತು ವಿಳಾಸ : ಶ್ರೀ. ರಮೇಶ್ ಕುಮಾರ್ ಎಸ್. ಮತ್ತು ಶ್ರೀಮತಿ ಎಸ್. ಸುಮತಿ W/o ರಮೇಶ್, ನಂ. 25/1-1, ಬೆಂಗಳೂರು - 18. ಮೀಸಲು ಬೆಲೆ : ರೂ. 14,40,000/- ಖಾತೆ : LTH:- 100463 ಸಾಲ ನೀಡಿದ ದಿನಾಂಕ : 10.11.2020. ಹರಾಜಿನ ದಿನಾಂಕ : 25.07.2025: [471, 637, 937, 645]
table-cell: 26.08.2025: [116, 385, 173, 410]
auction-entry: 15) ಸಾಲಗಾರರ ಹೆಸರು ಮತ್ತು ವಿಳಾಸ : ಶ್ರೀ. ಕೆ. ಮಹದೇವಿ ಮತ್ತು ಇತರರು, ನಂ. 12/1, ಬೆಂಗಳೂರು - 26. Remaining portion of the k. Mahadevi property. ಖಾತೆ : LTL :- 83, 98 & LTL :- 1708 ಸಾಲ ನೀಡಿದ ದಿನಾಂಕ : 02.03.2017, 04.05.2017 & 05.03.2020. ಹರಾಜಿನ ದಿನಾಂಕ : 14.07.2025: [471, 736, 937, 749]
table-header-cell: ಕ್ರ.ಸಂ: [10, 370, 21, 385]
mysuru-table-2: [9, 417, 349, 452]
